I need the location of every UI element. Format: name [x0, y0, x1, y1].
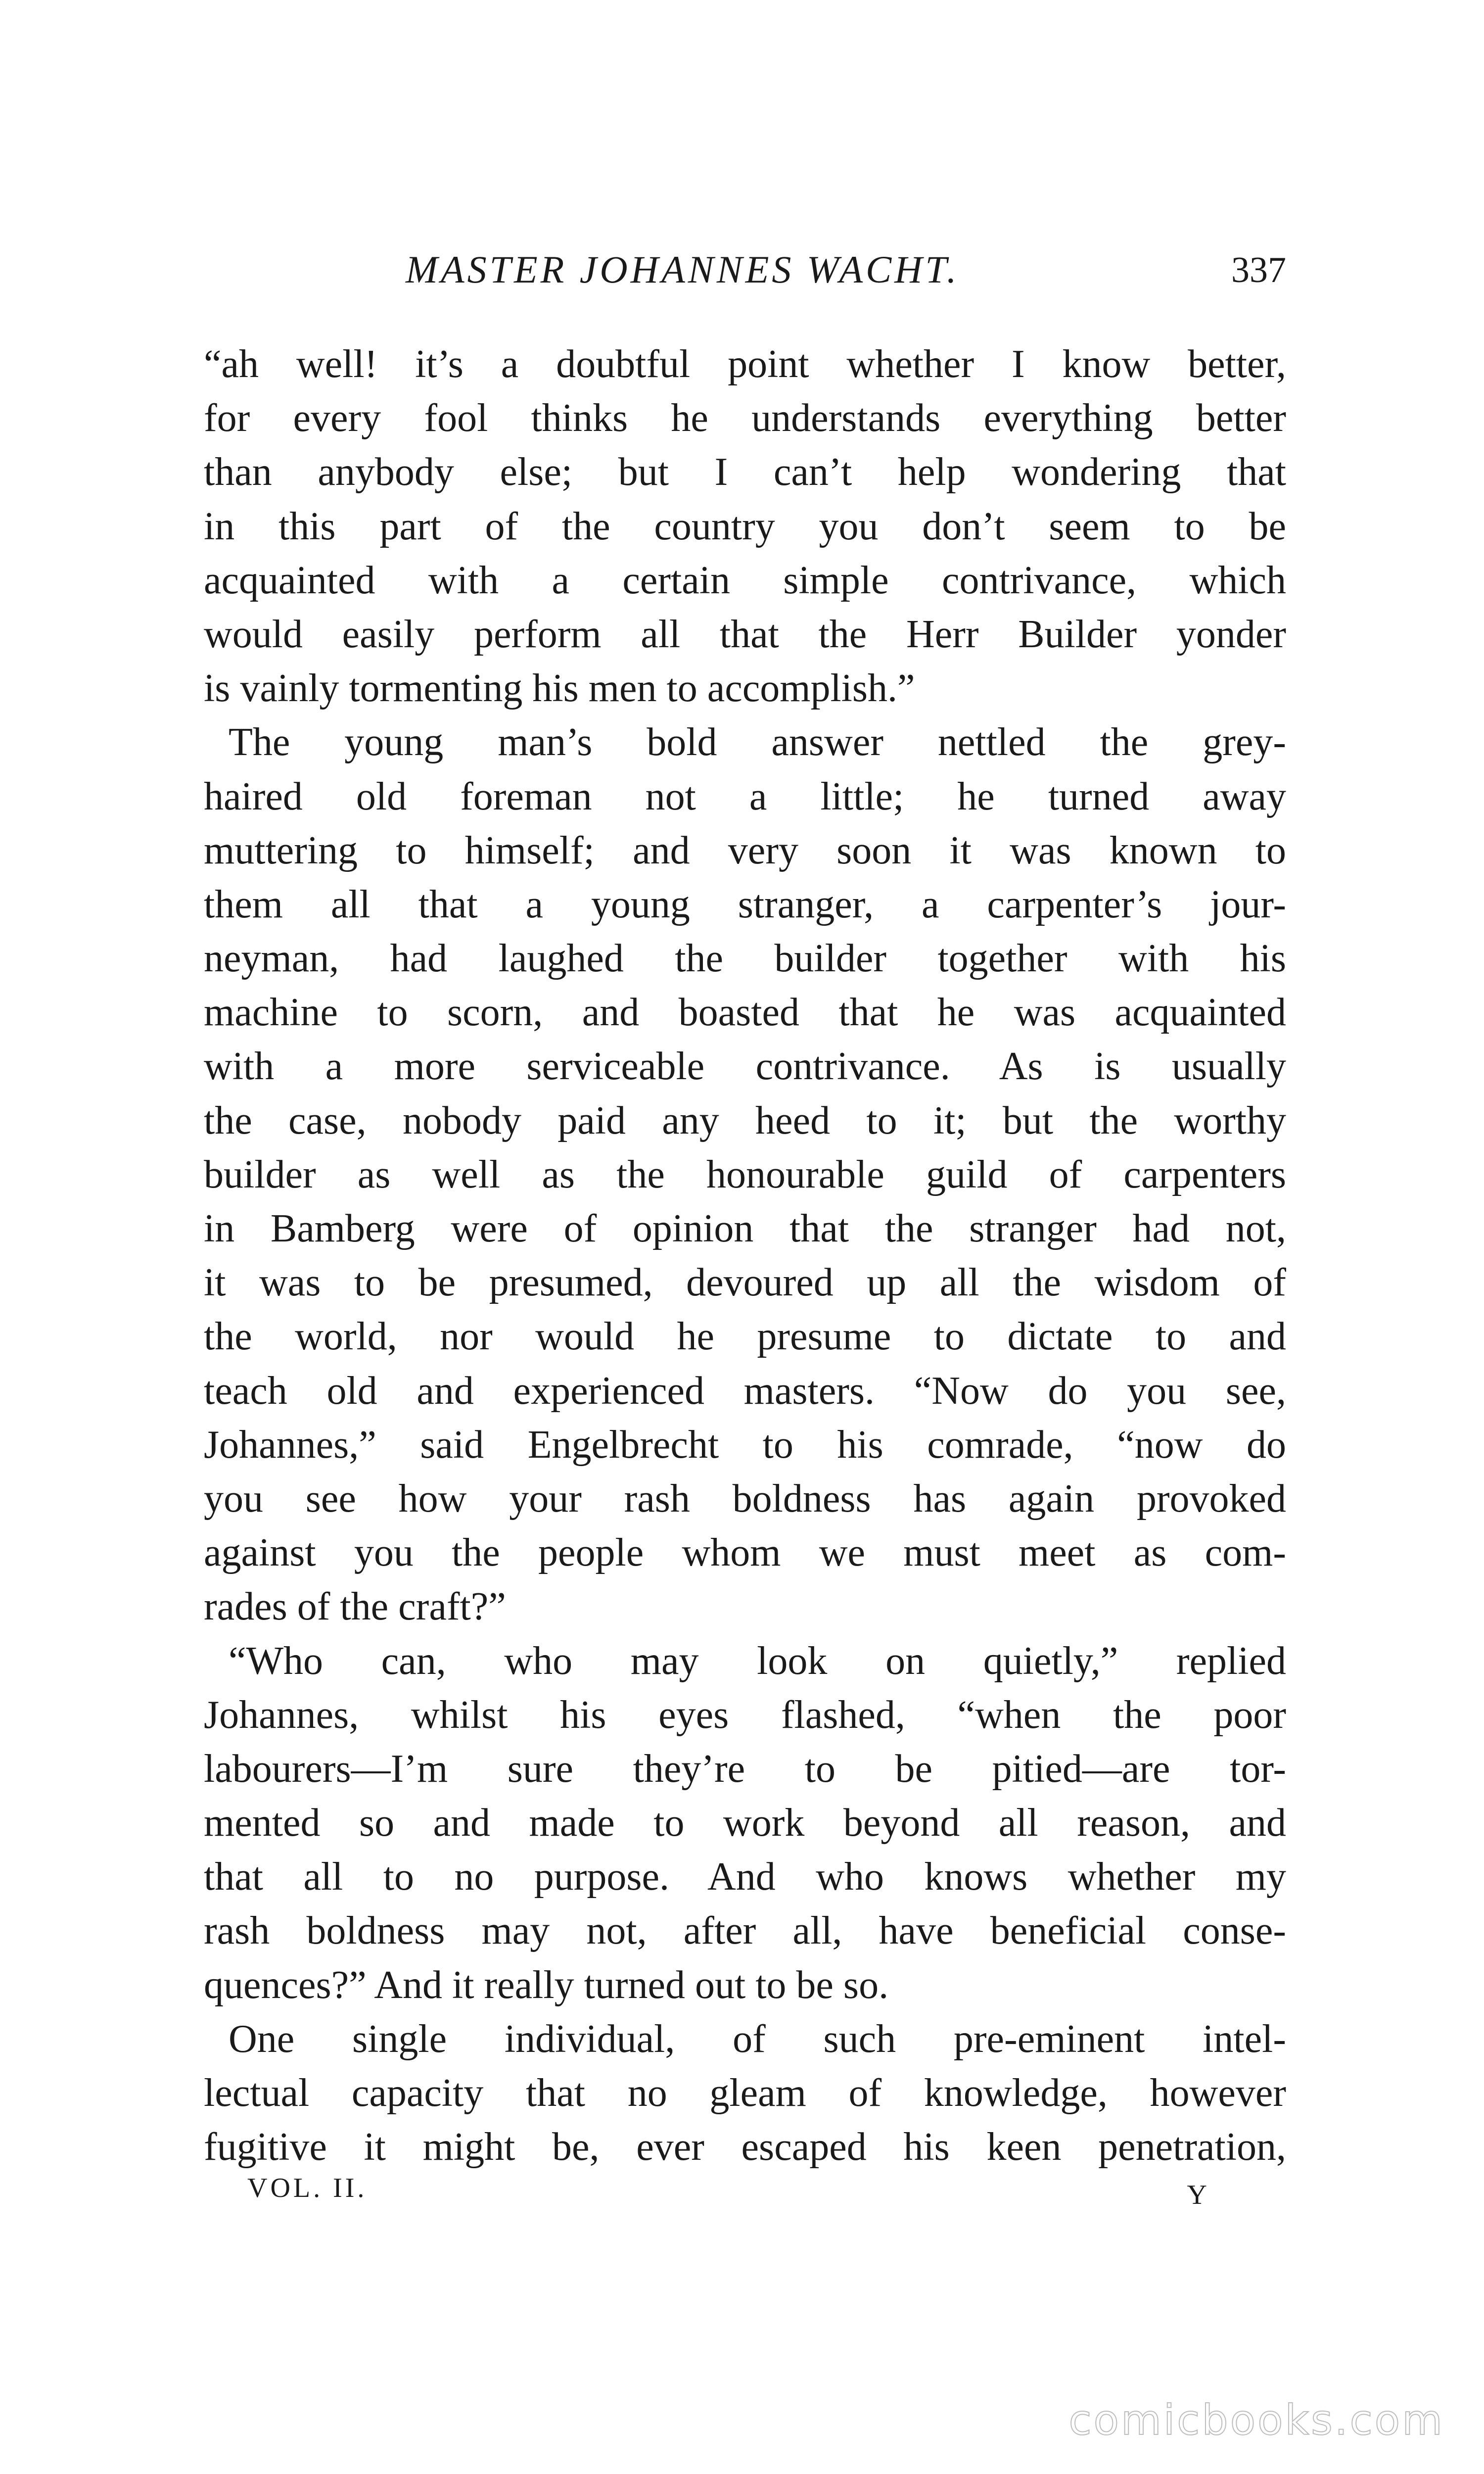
text-line: Johannes, whilst his eyes flashed, “when the poor [204, 1693, 1286, 1737]
text-line: quences?” And it really turned out to be so. [204, 1963, 889, 2007]
text-line: “ah well! it’s a doubtful point whether I know better, [204, 342, 1286, 386]
text-line: labourers—I’m sure they’re to be pitied—are tor- [204, 1747, 1286, 1791]
volume-signature: VOL. II. [247, 2173, 368, 2203]
text-line: the case, nobody paid any heed to it; but the worthy [204, 1098, 1286, 1142]
page-footer [247, 2172, 1237, 2222]
text-line: would easily perform all that the Herr Builder yonder [204, 612, 1286, 656]
text-line: is vainly tormenting his men to accomplish.” [204, 666, 915, 711]
text-line: muttering to himself; and very soon it was known to [204, 828, 1286, 872]
text-line: acquainted with a certain simple contrivance, which [204, 558, 1286, 602]
text-line: rash boldness may not, after all, have beneficial conse- [204, 1909, 1286, 1953]
text-line: lectual capacity that no gleam of knowledge, however [204, 2071, 1286, 2115]
text-line: with a more serviceable contrivance. As is usually [204, 1045, 1286, 1089]
text-line: builder as well as the honourable guild of carpenters [204, 1152, 1286, 1196]
signature-letter: Y [1187, 2180, 1207, 2210]
text-line: in this part of the country you don’t seem to be [204, 504, 1286, 548]
running-head [208, 247, 1286, 307]
text-line: them all that a young stranger, a carpenter’s jour- [204, 882, 1286, 926]
text-line: haired old foreman not a little; he turned away [204, 774, 1286, 818]
text-line: mented so and made to work beyond all reason, and [204, 1801, 1286, 1845]
text-line: fugitive it might be, ever escaped his keen penetration, [204, 2125, 1286, 2169]
text-line: neyman, had laughed the builder together with his [204, 937, 1286, 981]
text-line: that all to no purpose. And who knows whether my [204, 1855, 1286, 1899]
text-line: One single individual, of such pre-eminent intel- [229, 2017, 1286, 2061]
text-line: machine to scorn, and boasted that he was acquainted [204, 991, 1286, 1035]
text-line: The young man’s bold answer nettled the grey- [229, 720, 1286, 764]
text-line: it was to be presumed, devoured up all the wisdom of [204, 1261, 1286, 1305]
text-line: rades of the craft?” [204, 1585, 506, 1629]
text-line: against you the people whom we must meet as com- [204, 1531, 1286, 1575]
text-line: for every fool thinks he understands everything better [204, 396, 1286, 440]
text-line: Johannes,” said Engelbrecht to his comrade, “now do [204, 1423, 1286, 1467]
text-line: in Bamberg were of opinion that the stranger had not, [204, 1207, 1286, 1250]
watermark-text: comicbooks.com [1068, 2396, 1444, 2444]
text-line: the world, nor would he presume to dictate to and [204, 1315, 1286, 1359]
text-line: you see how your rash boldness has again provoked [204, 1476, 1286, 1521]
body-text [204, 337, 1286, 2174]
text-line: teach old and experienced masters. “Now do you see, [204, 1369, 1286, 1413]
running-title: MASTER JOHANNES WACHT. [406, 248, 960, 291]
text-line: “Who can, who may look on quietly,” replied [229, 1639, 1286, 1683]
page-number: 337 [1231, 250, 1286, 290]
text-line: than anybody else; but I can’t help wondering that [204, 450, 1286, 494]
